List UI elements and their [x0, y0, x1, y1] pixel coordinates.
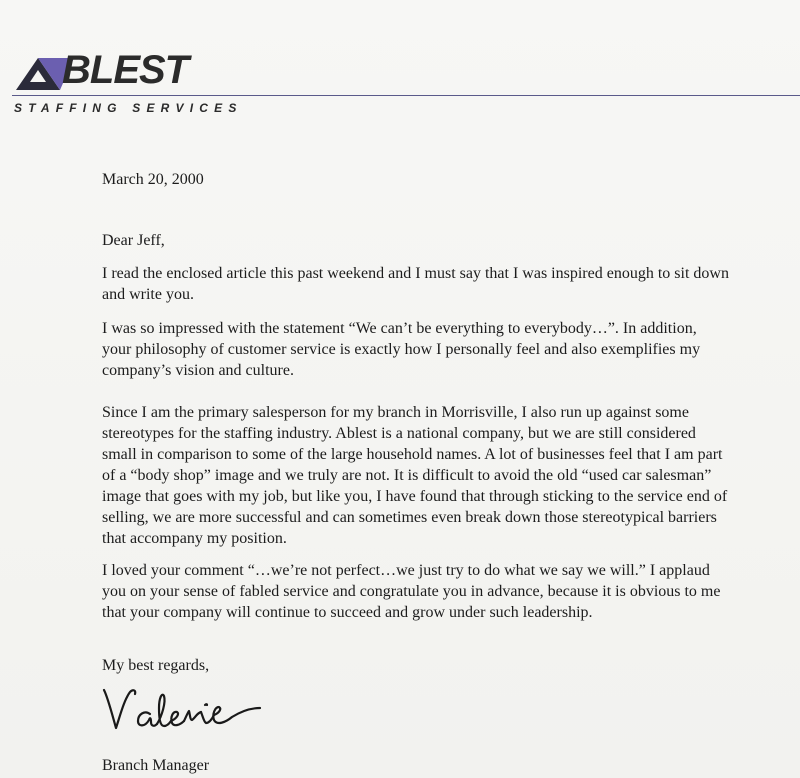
letter-paragraph-3 — [102, 402, 792, 549]
letter-closing: My best regards, — [102, 657, 210, 674]
letter-paragraph-2 — [102, 318, 792, 381]
company-tagline: STAFFING SERVICES — [14, 101, 243, 115]
signer-title: Branch Manager — [102, 757, 210, 774]
letter-salutation: Dear Jeff, — [102, 232, 165, 249]
paragraph-line: that your company will continue to succeed and grow under such leadership. — [102, 604, 593, 621]
paragraph-line: of a “body shop” image and we truly are not. It is difficult to avoid the old “used car salesman” — [102, 467, 712, 484]
handwritten-signature — [100, 684, 270, 734]
paragraph-line: image that goes with my job, but like you, I have found that through sticking to the service end of — [102, 488, 728, 505]
paragraph-line: I was so impressed with the statement “We can’t be everything to everybody…”. In addition, — [102, 320, 697, 337]
paragraph-line: you on your sense of fabled service and congratulate you in advance, because it is obvious to me — [102, 583, 721, 600]
paragraph-line: company’s vision and culture. — [102, 362, 294, 379]
paragraph-line: and write you. — [102, 286, 194, 303]
paragraph-line: I loved your comment “…we’re not perfect…we just try to do what we say we will.” I applaud — [102, 562, 710, 579]
letter-paragraph-1 — [102, 263, 792, 305]
letterhead-rule — [12, 95, 800, 96]
letter-paragraph-4 — [102, 560, 792, 623]
paragraph-line: Since I am the primary salesperson for my branch in Morrisville, I also run up against some — [102, 404, 689, 421]
paragraph-line: stereotypes for the staffing industry. Ablest is a national company, but we are still considered — [102, 425, 696, 442]
paragraph-line: small in comparison to some of the large household names. A lot of businesses feel that I am part — [102, 446, 723, 463]
company-name: BLEST — [62, 48, 189, 92]
company-logo — [16, 48, 266, 98]
paragraph-line: your philosophy of customer service is exactly how I personally feel and also exemplifies my — [102, 341, 701, 358]
paragraph-line: that accompany my position. — [102, 530, 287, 547]
paragraph-line: I read the enclosed article this past weekend and I must say that I was inspired enough to sit down — [102, 265, 729, 282]
paragraph-line: selling, we are more successful and can sometimes even break down those stereotypical barriers — [102, 509, 717, 526]
letter-date: March 20, 2000 — [102, 171, 204, 188]
